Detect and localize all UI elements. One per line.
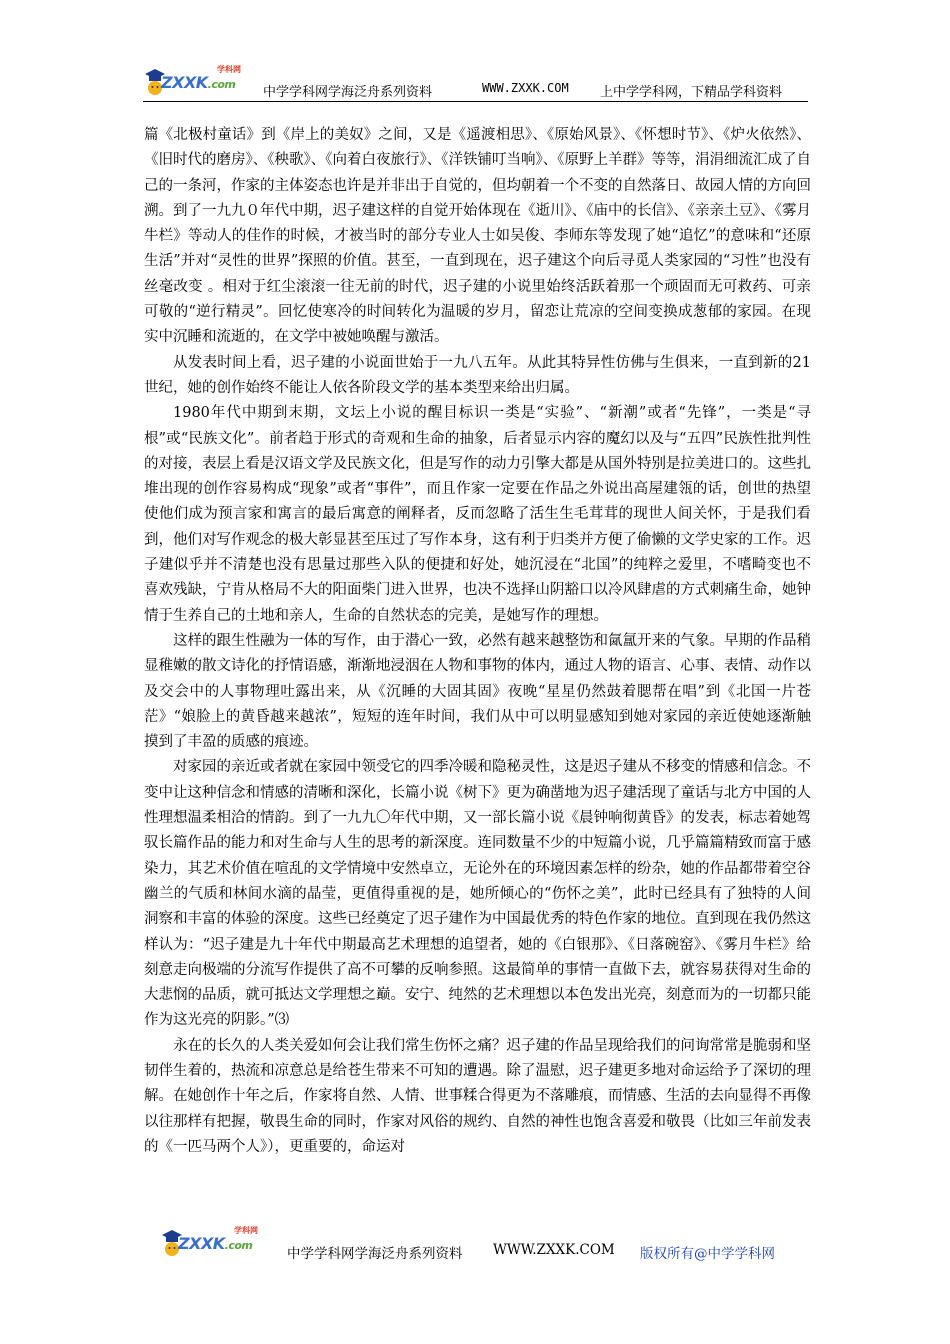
page-footer <box>160 1225 820 1265</box>
logo-badge: 学科网 <box>234 1226 258 1235</box>
zxxk-logo <box>160 1225 260 1259</box>
header-slogan: 上中学学科网，下精品学科资料 <box>600 85 783 100</box>
logo-text: ZXXK.com <box>161 73 236 92</box>
paragraph: 篇《北极村童话》到《岸上的美奴》之间，又是《遥渡相思》、《原始风景》、《怀想时节》、《炉火依然》、《旧时代的磨房》、《秧歌》、《向着白夜旅行》、《洋铁铺叮当响》、《原野上羊群》等等，涓涓细流汇成了自己的一条河，作家的主体姿态也许是并非出于自觉的，但均朝着一个不变的自然落日、故园人情的方向回溯。到了一九九０年代中期，迟子建这样的自觉开始体现在《逝川》、《庙中的长信》、《亲亲土豆》、《雾月牛栏》等动人的佳作的时候，才被当时的部分专业人士如吴俊、李师东等发现了她“追忆”的意味和“还原生活”并对“灵性的世界”探照的价值。甚至，一直到现在，迟子建这个向后寻觅人类家园的“习性”也没有丝毫改变 。相对于红尘滚滚一往无前的时代，迟子建的小说里始终活跃着那一个顽固而无可救药、可亲可敬的“逆行精灵”。回忆使寒冷的时间转化为温暖的岁月，留恋让荒凉的空间变换成葱郁的家园。在现实中沉睡和流逝的，在文学中被她唤醒与激活。 <box>144 127 811 346</box>
footer-series-title: 中学学科网学海泛舟系列资料 <box>287 1246 463 1262</box>
header-series-title: 中学学科网学海泛舟系列资料 <box>263 85 433 100</box>
header-url[interactable]: WWW.ZXXK.COM <box>482 81 569 95</box>
footer-copyright-link[interactable]: 版权所有@中学学科网 <box>640 1246 775 1262</box>
paragraph: 永在的长久的人类关爱如何会让我们常生伤怀之痛？迟子建的作品呈现给我们的问询常常是脆弱和坚韧伴生着的，热流和凉意总是给苍生带来不可知的遭遇。除了温慰，迟子建更多地对命运给予了深切的理解。在她创作十年之后，作家将自然、人情、世事糅合得更为不落雕痕，而情感、生活的去向显得不再像以往那样有把握，敬畏生命的同时，作家对风俗的规约、自然的神性也饱含喜爱和敬畏（比如三年前发表的《一匹马两个人》），更重要的，命运对 <box>144 1037 811 1155</box>
logo-text: ZXXK.com <box>178 1234 253 1253</box>
paragraph: 1980年代中期到末期，文坛上小说的醒目标识一类是“实验”、“新潮”或者“先锋”，一类是“寻根”或“民族文化”。前者趋于形式的奇观和生命的抽象，后者显示内容的魔幻以及与“五四”民族性批判性的对接，表层上看是汉语文学及民族文化，但是写作的动力引擎大都是从国外特别是拉美进口的。这些扎堆出现的创作容易构成“现象”或者“事件”，而且作家一定要在作品之外说出高屋建瓴的话，创世的热望使他们成为预言家和寓言的最后寓意的阐释者，反而忽略了活生生毛茸茸的现世人间关怀，于是我们看到，他们对写作观念的极大彰显甚至压过了写作本身，这有利于归类并方便了偷懒的文学史家的工作。迟子建似乎并不清楚也没有思量过那些入队的便捷和好处，她沉浸在“北国”的纯粹之爱里，不嗜畸变也不喜欢残缺，宁肯从格局不大的阳面柴门进入世界，也决不选择山阴豁口以冷风肆虐的方式刺痛生命，她钟情于生养自己的土地和亲人，生命的自然状态的完美，是她写作的理想。 <box>144 405 811 624</box>
header-divider <box>143 101 808 102</box>
paragraph: 对家园的亲近或者就在家园中领受它的四季冷暖和隐秘灵性，这是迟子建从不移变的情感和信念。不变中让这种信念和情感的清晰和深化，长篇小说《树下》更为确凿地为迟子建活现了童话与北方中国的人性理想温柔相洽的情韵。到了一九九〇年代中期，又一部长篇小说《晨钟响彻黄昏》的发表，标志着她驾驭长篇作品的能力和对生命与人生的思考的新深度。连同数量不少的中短篇小说，几乎篇篇精致而富于感染力，其艺术价值在喧乱的文学情境中安然卓立，无论外在的环境因素怎样的纷杂，她的作品都带着空谷幽兰的气质和林间水滴的晶莹，更值得重视的是，她所倾心的“伤怀之美”，此时已经具有了独特的人间洞察和丰富的体验的深度。这些已经奠定了迟子建作为中国最优秀的特色作家的地位。直到现在我仍然这样认为：“迟子建是九十年代中期最高艺术理想的追望者，她的《白银那》、《日落碗窑》、《雾月牛栏》给刻意走向极端的分流写作提供了高不可攀的反响参照。这最简单的事情一直做下去，就容易获得对生命的大悲悯的品质，就可抵达文学理想之巅。安宁、纯然的艺术理想以本色发出光亮，刻意而为的一切都只能作为这光亮的阴影。”⑶ <box>144 759 811 1029</box>
logo-badge: 学科网 <box>217 65 241 74</box>
footer-url[interactable]: WWW.ZXXK.COM <box>493 1242 615 1258</box>
paragraph: 从发表时间上看，迟子建的小说面世始于一九八五年。从此其特异性仿佛与生俱来，一直到新的21世纪，她的创作始终不能让人依各阶段文学的基本类型来给出归属。 <box>144 354 811 396</box>
article-body <box>144 123 811 1160</box>
zxxk-logo <box>143 64 243 98</box>
page-header <box>143 65 808 102</box>
paragraph: 这样的跟生性融为一体的写作，由于潜心一致，必然有越来越整饬和氤氲开来的气象。早期的作品稍显稚嫩的散文诗化的抒情语感，渐渐地浸洇在人物和事物的体内，通过人物的语言、心事、表情、动作以及交会中的人事物理吐露出来，从《沉睡的大固其固》夜晚“星星仍然鼓着腮帮在唱”到《北国一片苍茫》“娘脸上的黄昏越来越浓”，短短的连年时间，我们从中可以明显感知到她对家园的亲近使她逐渐触摸到了丰盈的质感的痕迹。 <box>144 632 811 751</box>
